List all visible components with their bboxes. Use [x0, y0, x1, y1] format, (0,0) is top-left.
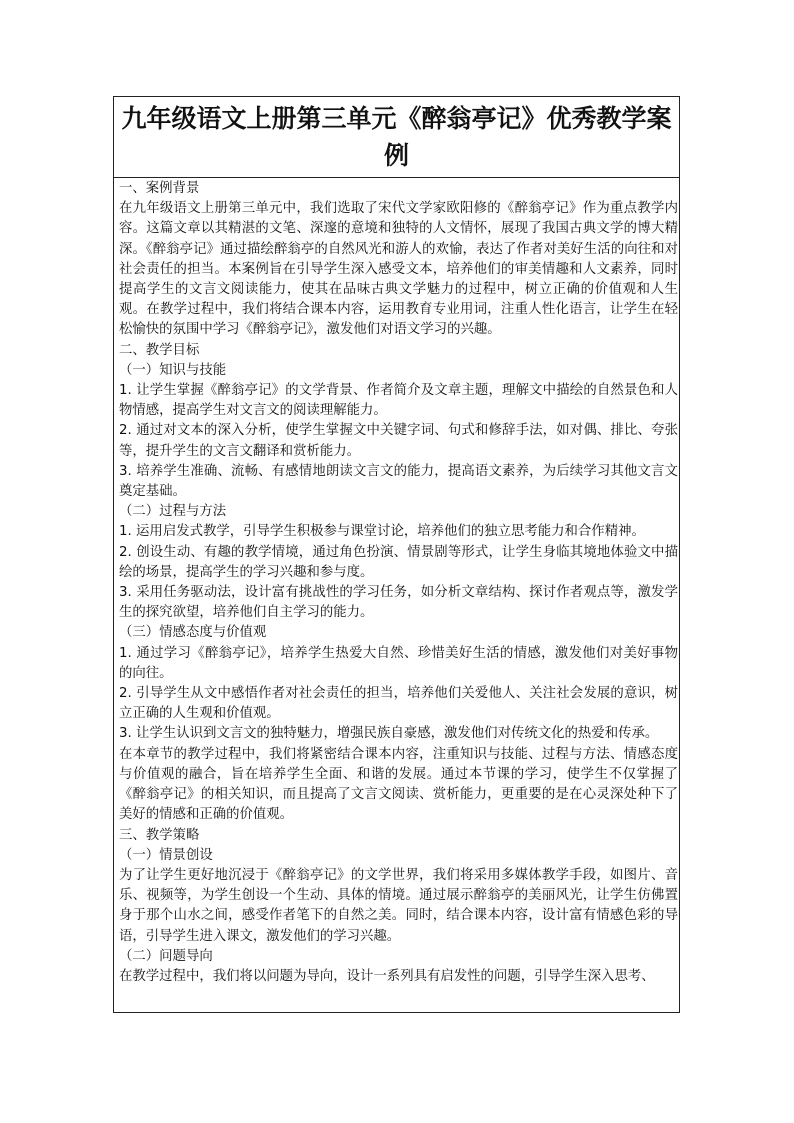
- paragraph: 在九年级语文上册第三单元中，我们选取了宋代文学家欧阳修的《醉翁亭记》作为重点教学内容。这篇文章以其精湛的文笔、深邃的意境和独特的人文情怀，展现了我国古典文学的博大精深。《醉翁亭记》通过描绘醉翁亭的自然风光和游人的欢愉，表达了作者对美好生活的向往和对社会责任的担当。本案例旨在引导学生深入感受文本，培养他们的审美情趣和人文素养，同时提高学生的文言文阅读能力，使其在品味古典文学魅力的过程中，树立正确的价值观和人生观。在教学过程中，我们将结合课本内容，运用教育专业用词，注重人性化语言，让学生在轻松愉快的氛围中学习《醉翁亭记》，激发他们对语文学习的兴趣。: [119, 201, 678, 338]
- subsection-heading: （三）情感态度与价值观: [119, 625, 267, 641]
- subsection-heading: （二）过程与方法: [119, 504, 227, 520]
- paragraph: 在本章节的教学过程中，我们将紧密结合课本内容，注重知识与技能、过程与方法、情感态度与价值观的融合，旨在培养学生全面、和谐的发展。通过本节课的学习，使学生不仅掌握了《醉翁亭记》的相关知识，而且提高了文言文阅读、赏析能力，更重要的是在心灵深处种下了美好的情感和正确的价值观。: [119, 746, 678, 823]
- paragraph: 2. 通过对文本的深入分析，使学生掌握文中关键字词、句式和修辞手法，如对偶、排比、夸张等，提升学生的文言文翻译和赏析能力。: [119, 423, 678, 459]
- document-title: 九年级语文上册第三单元《醉翁亭记》优秀教学案例: [121, 104, 672, 170]
- paragraph: 2. 创设生动、有趣的教学情境，通过角色扮演、情景剧等形式，让学生身临其境地体验文中描绘的场景，提高学生的学习兴趣和参与度。: [119, 544, 678, 580]
- section-heading: 二、教学目标: [119, 342, 200, 358]
- subsection-heading: （二）问题导向: [119, 948, 213, 964]
- paragraph: 为了让学生更好地沉浸于《醉翁亭记》的文学世界，我们将采用多媒体教学手段，如图片、音乐、视频等，为学生创设一个生动、具体的情境。通过展示醉翁亭的美丽风光，让学生仿佛置身于那个山水之间，感受作者笔下的自然之美。同时，结合课本内容，设计富有情感色彩的导语，引导学生进入课文，激发他们的学习兴趣。: [119, 867, 678, 944]
- paragraph: 1. 运用启发式教学，引导学生积极参与课堂讨论，培养他们的独立思考能力和合作精神。: [119, 524, 645, 540]
- paragraph: 在教学过程中，我们将以问题为导向，设计一系列具有启发性的问题，引导学生深入思考、: [119, 968, 655, 984]
- paragraph: 1. 让学生掌握《醉翁亭记》的文学背景、作者简介及文章主题，理解文中描绘的自然景色和人物情感，提高学生对文言文的阅读理解能力。: [119, 383, 678, 419]
- paragraph: 2. 引导学生从文中感悟作者对社会责任的担当，培养他们关爱他人、关注社会发展的意识，树立正确的人生观和价值观。: [119, 686, 678, 722]
- document-table: [113, 96, 680, 1013]
- paragraph: 3. 采用任务驱动法，设计富有挑战性的学习任务，如分析文章结构、探讨作者观点等，激发学生的探究欲望，培养他们自主学习的能力。: [119, 585, 678, 621]
- title-cell: [114, 97, 679, 178]
- paragraph: 1. 通过学习《醉翁亭记》，培养学生热爱大自然、珍惜美好生活的情感，激发他们对美好事物的向往。: [119, 645, 678, 681]
- paragraph: 3. 让学生认识到文言文的独特魅力，增强民族自豪感，激发他们对传统文化的热爱和传承。: [119, 726, 659, 742]
- subsection-heading: （一）情景创设: [119, 847, 213, 863]
- content-cell: [119, 179, 678, 1011]
- paragraph: 3. 培养学生准确、流畅、有感情地朗读文言文的能力，提高语文素养，为后续学习其他文言文奠定基础。: [119, 463, 678, 500]
- subsection-heading: （一）知识与技能: [119, 362, 227, 378]
- section-heading: 一、案例背景: [119, 181, 200, 196]
- section-heading: 三、教学策略: [119, 827, 200, 843]
